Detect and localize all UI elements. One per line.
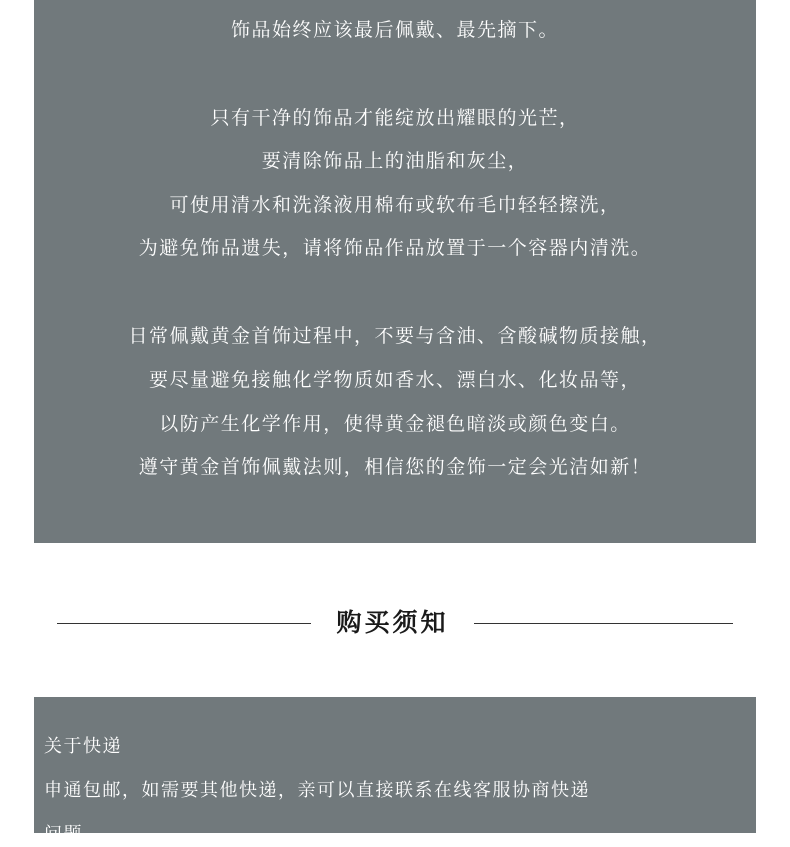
- section-title: 购买须知: [336, 608, 449, 637]
- divider-right: [474, 623, 733, 624]
- care-tip-line: 可使用清水和洗涤液用棉布或软布毛巾轻轻擦洗，: [169, 194, 621, 216]
- shipping-heading: 关于快递: [44, 736, 122, 757]
- care-tip-line: 日常佩戴黄金首饰过程中，不要与含油、含酸碱物质接触，: [128, 325, 662, 347]
- care-tip-line: 以防产生化学作用，使得黄金褪色暗淡或颜色变白。: [159, 413, 631, 435]
- care-tip-line: 要尽量避免接触化学物质如香水、漂白水、化妆品等，: [148, 369, 641, 391]
- purchase-notice-header: [0, 600, 790, 644]
- care-tip-line: 只有干净的饰品才能绽放出耀眼的光芒，: [210, 107, 580, 129]
- care-tips-panel: [34, 0, 756, 543]
- shipping-text-continued: 问题: [44, 824, 83, 845]
- shipping-text: 申通包邮，如需要其他快递，亲可以直接联系在线客服协商快递: [44, 780, 590, 801]
- care-tip-line: 要清除饰品上的油脂和灰尘，: [261, 150, 529, 172]
- divider-left: [57, 623, 311, 624]
- care-tip-line: 饰品始终应该最后佩戴、最先摘下。: [230, 19, 559, 41]
- care-tip-line: 遵守黄金首饰佩戴法则，相信您的金饰一定会光洁如新！: [138, 456, 652, 478]
- care-tip-line: 为避免饰品遗失，请将饰品作品放置于一个容器内清洗。: [138, 237, 652, 259]
- purchase-notice-panel: [34, 697, 756, 845]
